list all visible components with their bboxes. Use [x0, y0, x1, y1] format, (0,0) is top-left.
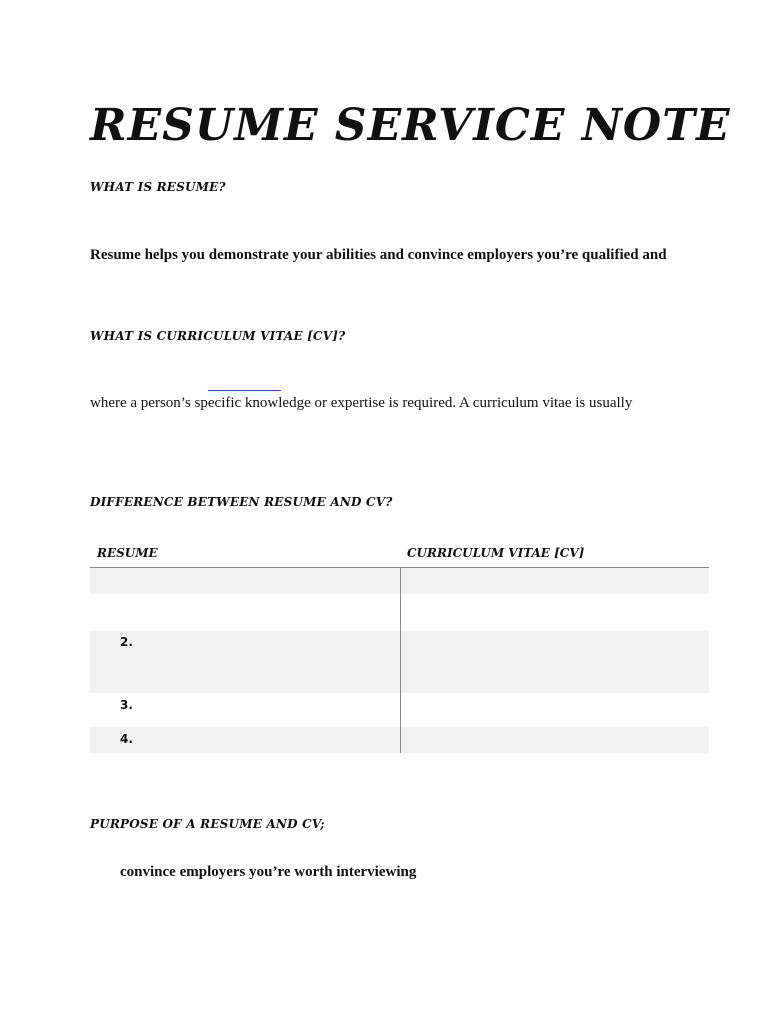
- table-column-divider: [400, 568, 401, 753]
- table-row-number: 4.: [120, 732, 133, 746]
- heading-what-is-resume: WHAT IS RESUME?: [90, 180, 226, 194]
- hyperlink-underline[interactable]: [208, 390, 281, 391]
- paragraph-resume-definition: Resume helps you demonstrate your abilities and convince employers you’re qualified and: [90, 247, 667, 263]
- document-title: RESUME SERVICE NOTE: [90, 100, 731, 151]
- paragraph-purpose: convince employers you’re worth interviewing: [120, 864, 417, 880]
- paragraph-cv-definition: where a person’s specific knowledge or expertise is required. A curriculum vitae is usually: [90, 395, 633, 411]
- heading-what-is-cv: WHAT IS CURRICULUM VITAE [CV]?: [90, 329, 346, 343]
- table-header-cv: CURRICULUM VITAE [CV]: [407, 546, 585, 560]
- table-row-number: 3.: [120, 698, 133, 712]
- table-row-number: 2.: [120, 635, 133, 649]
- heading-difference: DIFFERENCE BETWEEN RESUME AND CV?: [90, 495, 393, 509]
- table-header-resume: RESUME: [97, 546, 158, 560]
- heading-purpose: PURPOSE OF A RESUME AND CV;: [90, 817, 325, 831]
